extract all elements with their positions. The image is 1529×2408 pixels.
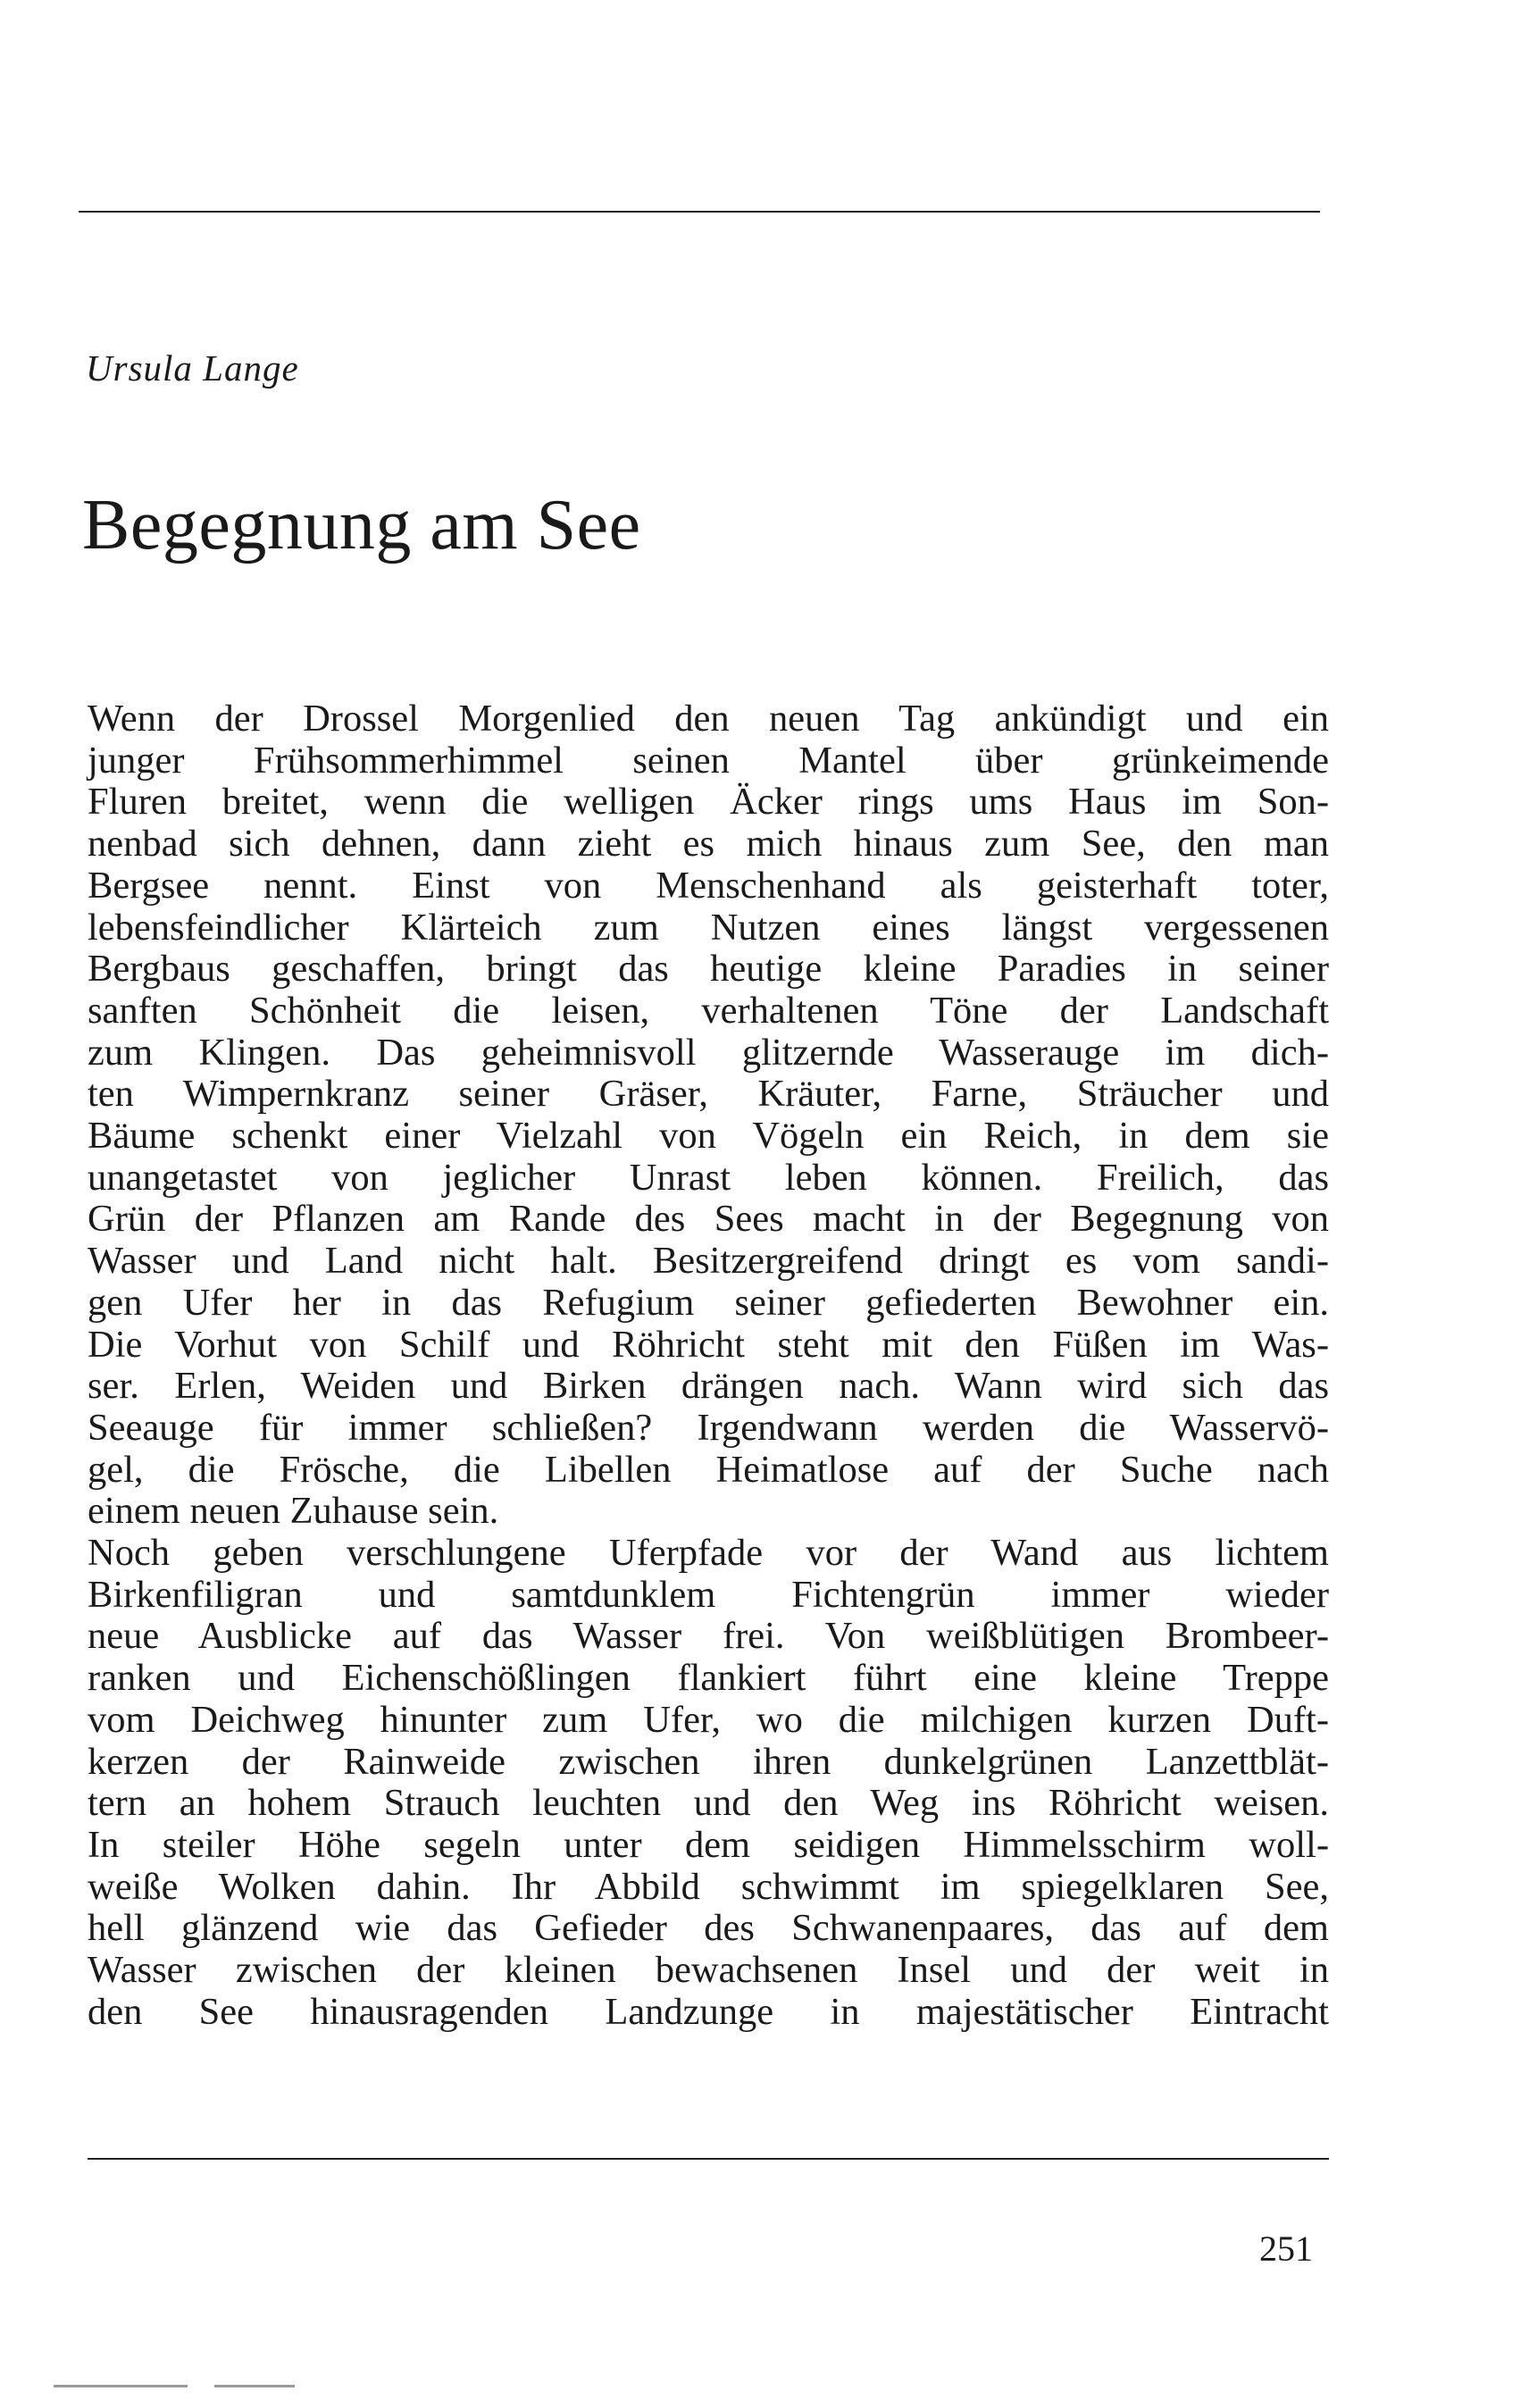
text-line: Fluren breitet, wenn die welligen Äcker rings ums Haus im Son-	[88, 781, 1329, 824]
story-title: Begegnung am See	[82, 486, 641, 564]
paragraph-2	[88, 1533, 1329, 2033]
text-line: gen Ufer her in das Refugium seiner gefiederten Bewohner ein.	[88, 1281, 1329, 1324]
page-number: 251	[1259, 2228, 1313, 2269]
text-line: ser. Erlen, Weiden und Birken drängen nach. Wann wird sich das	[88, 1365, 1329, 1408]
body-text	[88, 698, 1329, 2034]
text-line: Birkenfiligran und samtdunklem Fichtengrün immer wieder	[88, 1573, 1329, 1616]
top-rule	[79, 211, 1320, 213]
text-line: lebensfeindlicher Klärteich zum Nutzen eines längst vergessenen	[88, 906, 1329, 949]
text-line: Bergsee nennt. Einst von Menschenhand als geisterhaft toter,	[88, 864, 1329, 907]
text-line: weiße Wolken dahin. Ihr Abbild schwimmt im spiegelklaren See,	[88, 1865, 1329, 1908]
text-line: tern an hohem Strauch leuchten und den Weg ins Röhricht weisen.	[88, 1782, 1329, 1825]
text-line: Wenn der Drossel Morgenlied den neuen Tag ankündigt und ein	[88, 698, 1329, 740]
text-line: Wasser und Land nicht halt. Besitzergreifend dringt es vom sandi-	[88, 1240, 1329, 1283]
text-line: Grün der Pflanzen am Rande des Sees macht in der Begegnung von	[88, 1198, 1329, 1241]
text-line: junger Frühsommerhimmel seinen Mantel über grünkeimende	[88, 739, 1329, 782]
text-line: Noch geben verschlungene Uferpfade vor der Wand aus lichtem	[88, 1532, 1329, 1575]
text-line: Seeauge für immer schließen? Irgendwann werden die Wasservö-	[88, 1406, 1329, 1449]
paragraph-1	[88, 698, 1329, 1533]
text-line: unangetastet von jeglicher Unrast leben können. Freilich, das	[88, 1156, 1329, 1199]
text-line: In steiler Höhe segeln unter dem seidigen Himmelsschirm woll-	[88, 1823, 1329, 1866]
text-line: sanften Schönheit die leisen, verhaltenen Töne der Landschaft	[88, 989, 1329, 1032]
bottom-rule	[88, 2158, 1329, 2160]
text-line: ranken und Eichenschößlingen flankiert führt eine kleine Treppe	[88, 1657, 1329, 1700]
text-line: gel, die Frösche, die Libellen Heimatlose auf der Suche nach	[88, 1448, 1329, 1491]
text-line: vom Deichweg hinunter zum Ufer, wo die milchigen kurzen Duft-	[88, 1698, 1329, 1741]
author-name: Ursula Lange	[86, 347, 299, 389]
text-line: neue Ausblicke auf das Wasser frei. Von weißblütigen Brombeer-	[88, 1615, 1329, 1658]
text-line: Die Vorhut von Schilf und Röhricht steht mit den Füßen im Was-	[88, 1323, 1329, 1366]
text-line: einem neuen Zuhause sein.	[88, 1490, 499, 1533]
text-line: kerzen der Rainweide zwischen ihren dunkelgrünen Lanzettblät-	[88, 1740, 1329, 1783]
text-line: Bäume schenkt einer Vielzahl von Vögeln ein Reich, in dem sie	[88, 1115, 1329, 1158]
scan-edge-mark	[214, 2385, 295, 2387]
text-line: den See hinausragenden Landzunge in majestätischer Eintracht	[88, 1990, 1329, 2033]
text-line: hell glänzend wie das Gefieder des Schwanenpaares, das auf dem	[88, 1907, 1329, 1950]
text-line: Wasser zwischen der kleinen bewachsenen Insel und der weit in	[88, 1949, 1329, 1992]
text-line: ten Wimpernkranz seiner Gräser, Kräuter, Farne, Sträucher und	[88, 1073, 1329, 1116]
text-line: Bergbaus geschaffen, bringt das heutige kleine Paradies in seiner	[88, 948, 1329, 991]
scan-edge-mark	[54, 2385, 188, 2387]
text-line: nenbad sich dehnen, dann zieht es mich hinaus zum See, den man	[88, 823, 1329, 865]
text-line: zum Klingen. Das geheimnisvoll glitzernde Wasserauge im dich-	[88, 1031, 1329, 1074]
